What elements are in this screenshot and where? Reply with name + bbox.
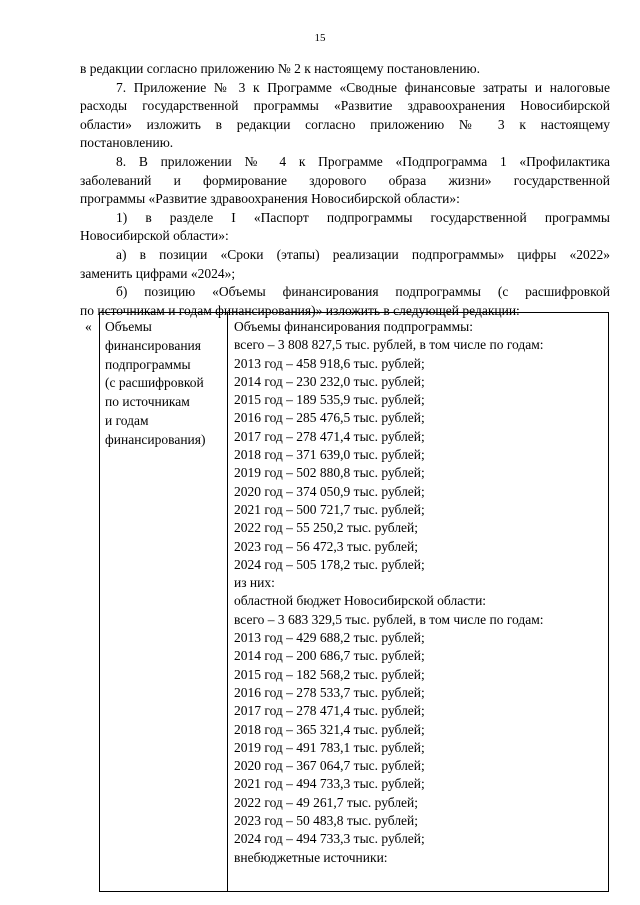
- document-body: [80, 60, 610, 320]
- funding-line: внебюджетные источники:: [234, 849, 388, 865]
- left-cell-line: финансирования): [105, 431, 206, 447]
- paragraph-line: постановлению.: [80, 135, 174, 151]
- funding-line: 2024 год – 505 178,2 тыс. рублей;: [234, 556, 425, 572]
- paragraph-line: по источникам и годам финансирования)» изложить в следующей редакции:: [80, 302, 520, 318]
- paragraph-line: расходы государственной программы «Развитие здравоохранения Новосибирской: [80, 98, 610, 114]
- funding-line: 2023 год – 50 483,8 тыс. рублей;: [234, 813, 419, 829]
- funding-line: 2018 год – 365 321,4 тыс. рублей;: [234, 721, 425, 737]
- funding-line: 2016 год – 278 533,7 тыс. рублей;: [234, 684, 425, 700]
- funding-line: областной бюджет Новосибирской области:: [234, 593, 487, 609]
- left-cell-line: финансирования: [105, 337, 201, 353]
- funding-line: 2013 год – 458 918,6 тыс. рублей;: [234, 355, 425, 371]
- funding-line: 2020 год – 367 064,7 тыс. рублей;: [234, 758, 425, 774]
- paragraph-line: а) в позиции «Сроки (этапы) реализации подпрограммы» цифры «2022»: [116, 246, 610, 262]
- funding-line: 2015 год – 182 568,2 тыс. рублей;: [234, 666, 425, 682]
- financing-table: [99, 312, 609, 892]
- funding-line: 2023 год – 56 472,3 тыс. рублей;: [234, 538, 419, 554]
- paragraph-line: области» изложить в редакции согласно приложению № 3 к настоящему: [80, 116, 610, 132]
- left-cell-line: Объемы: [105, 319, 152, 334]
- paragraph-line: программы «Развитие здравоохранения Новосибирской области»:: [80, 191, 460, 207]
- funding-line: 2022 год – 49 261,7 тыс. рублей;: [234, 794, 419, 810]
- table-right-cell: [228, 313, 608, 867]
- left-cell-line: по источникам: [105, 394, 190, 410]
- funding-line: 2019 год – 491 783,1 тыс. рублей;: [234, 739, 425, 755]
- funding-line: Объемы финансирования подпрограммы:: [234, 319, 473, 334]
- paragraph-line: заболеваний и формирование здорового образа жизни» государственной: [80, 172, 610, 188]
- left-cell-line: (с расшифровкой: [105, 375, 204, 391]
- paragraph-line: Новосибирской области»:: [80, 228, 229, 244]
- funding-line: 2018 год – 371 639,0 тыс. рублей;: [234, 447, 425, 463]
- paragraph-line: 8. В приложении № 4 к Программе «Подпрограмма 1 «Профилактика: [116, 153, 610, 169]
- funding-line: всего – 3 683 329,5 тыс. рублей, в том числе по годам:: [234, 611, 544, 627]
- funding-line: 2022 год – 55 250,2 тыс. рублей;: [234, 520, 419, 536]
- funding-line: 2013 год – 429 688,2 тыс. рублей;: [234, 630, 425, 646]
- funding-line: 2014 год – 200 686,7 тыс. рублей;: [234, 648, 425, 664]
- paragraph-line: заменить цифрами «2024»;: [80, 265, 236, 281]
- funding-line: из них:: [234, 575, 275, 591]
- funding-line: 2020 год – 374 050,9 тыс. рублей;: [234, 483, 425, 499]
- funding-line: всего – 3 808 827,5 тыс. рублей, в том числе по годам:: [234, 337, 544, 353]
- page-number: 15: [314, 32, 326, 44]
- funding-line: 2021 год – 500 721,7 тыс. рублей;: [234, 501, 425, 517]
- funding-line: 2014 год – 230 232,0 тыс. рублей;: [234, 373, 425, 389]
- left-cell-line: подпрограммы: [105, 356, 191, 372]
- paragraph-line: в редакции согласно приложению № 2 к настоящему постановлению.: [80, 61, 481, 76]
- paragraph-line: 7. Приложение № 3 к Программе «Сводные финансовые затраты и налоговые: [116, 79, 610, 95]
- funding-line: 2015 год – 189 535,9 тыс. рублей;: [234, 392, 425, 408]
- funding-line: 2017 год – 278 471,4 тыс. рублей;: [234, 428, 425, 444]
- paragraph-line: 1) в разделе I «Паспорт подпрограммы государственной программы: [116, 209, 610, 225]
- opening-quote: «: [85, 319, 92, 334]
- paragraph-line: б) позицию «Объемы финансирования подпрограммы (с расшифровкой: [116, 284, 610, 300]
- funding-line: 2017 год – 278 471,4 тыс. рублей;: [234, 703, 425, 719]
- funding-line: 2019 год – 502 880,8 тыс. рублей;: [234, 465, 425, 481]
- left-cell-line: и годам: [105, 412, 149, 428]
- table-left-cell: [100, 313, 228, 891]
- funding-line: 2021 год – 494 733,3 тыс. рублей;: [234, 776, 425, 792]
- funding-line: 2024 год – 494 733,3 тыс. рублей;: [234, 831, 425, 847]
- funding-line: 2016 год – 285 476,5 тыс. рублей;: [234, 410, 425, 426]
